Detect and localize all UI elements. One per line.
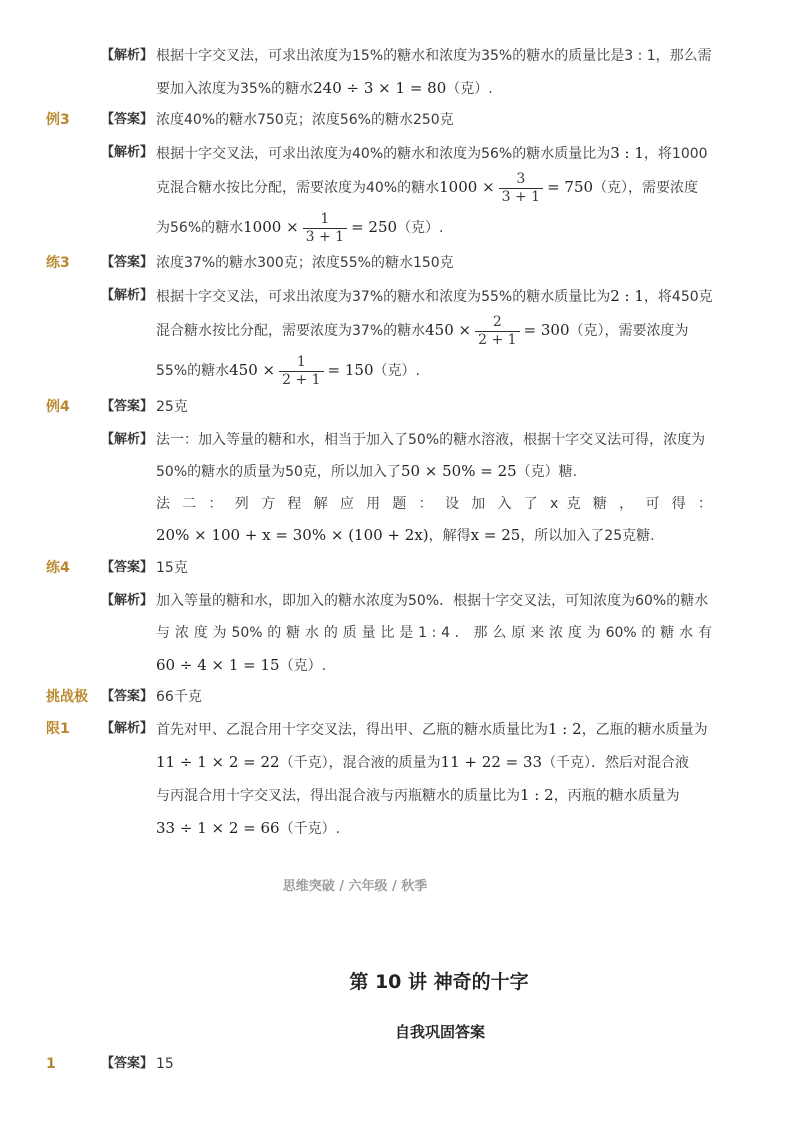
analysis-text: 50%的糖水的质量为50克，所以加入了50 × 50% = 25（克）糖.: [156, 462, 578, 480]
answer-text: 15克: [156, 560, 188, 576]
analysis-text: 根据十字交叉法，可求出浓度为37%的糖水和浓度为55%的糖水质量比为2 : 1，将450克: [156, 287, 713, 305]
analysis-tag: 【解析】: [101, 593, 154, 608]
analysis-text: 根据十字交叉法，可求出浓度为40%的糖水和浓度为56%的糖水质量比为3 : 1，将1000: [156, 144, 708, 162]
answer-tag: 【答案】: [101, 399, 154, 414]
answer-tag: 【答案】: [101, 112, 154, 127]
analysis-text: 11 ÷ 1 × 2 = 22（千克），混合液的质量为11 + 22 = 33（千克）．然后对混合液: [156, 753, 690, 771]
answer-tag: 【答案】: [101, 689, 154, 704]
analysis-text: 与 浓 度 为 50% 的 糖 水 的 质 量 比 是 1 : 4 ． 那 么 原 来 浓 度 为 60% 的 糖 水 有: [156, 625, 712, 641]
answer-text: 25克: [156, 399, 188, 415]
answer-tag: 【答案】: [101, 255, 154, 270]
example-label: 例3: [46, 112, 70, 128]
analysis-text: 法一：加入等量的糖和水，相当于加入了50%的糖水溶液，根据十字交叉法可得，浓度为: [156, 432, 706, 448]
answer-tag: 【答案】: [101, 1056, 154, 1071]
answer-text: 66千克: [156, 689, 202, 705]
fraction: $\frac{2}{2 + 1}$: [475, 314, 519, 349]
challenge-label: 挑战极: [46, 689, 88, 705]
analysis-tag: 【解析】: [101, 48, 154, 63]
lecture-title: 第 10 讲 神奇的十字: [349, 971, 529, 993]
analysis-tag: 【解析】: [101, 145, 154, 160]
analysis-text: 要加入浓度为35%的糖水240 ÷ 3 × 1 = 80（克）.: [156, 79, 493, 97]
analysis-text: 克混合糖水按比分配，需要浓度为40%的糖水1000 × $\frac{3}{3 + 1}$ = 750（克），需要浓度: [156, 170, 699, 205]
section-title: 自我巩固答案: [394, 1023, 485, 1041]
fraction: $\frac{1}{2 + 1}$: [279, 354, 323, 389]
analysis-text: 33 ÷ 1 × 2 = 66（千克）.: [156, 819, 341, 837]
answer-text: 15: [156, 1056, 174, 1072]
practice-label: 练4: [46, 560, 70, 576]
answer-tag: 【答案】: [101, 560, 154, 575]
analysis-text: 法 二 ： 列 方 程 解 应 用 题 ： 设 加 入 了 x 克 糖 ， 可 得 ：: [156, 496, 712, 512]
question-number: 1: [46, 1056, 56, 1072]
analysis-text: 为56%的糖水1000 × $\frac{1}{3 + 1}$ = 250（克）.: [156, 210, 444, 245]
analysis-tag: 【解析】: [101, 721, 154, 736]
analysis-tag: 【解析】: [101, 288, 154, 303]
analysis-tag: 【解析】: [101, 432, 154, 447]
analysis-text: 55%的糖水450 × $\frac{1}{2 + 1}$ = 150（克）.: [156, 353, 420, 388]
challenge-label-2: 限1: [46, 721, 70, 737]
analysis-text: 根据十字交叉法，可求出浓度为15%的糖水和浓度为35%的糖水的质量比是3 : 1，那么需: [156, 48, 712, 64]
analysis-text: 60 ÷ 4 × 1 = 15（克）.: [156, 656, 327, 674]
fraction: $\frac{3}{3 + 1}$: [499, 171, 543, 206]
answer-text: 浓度37%的糖水300克；浓度55%的糖水150克: [156, 255, 454, 271]
analysis-text: 20% × 100 + x = 30% × (100 + 2x)，解得x = 25，所以加入了25克糖.: [156, 526, 655, 544]
page-footer: 思维突破 / 六年级 / 秋季: [282, 879, 428, 894]
fraction: $\frac{1}{3 + 1}$: [303, 211, 347, 246]
analysis-text: 与丙混合用十字交叉法，得出混合液与丙瓶糖水的质量比为1 : 2，丙瓶的糖水质量为: [156, 786, 680, 804]
analysis-text: 首先对甲、乙混合用十字交叉法，得出甲、乙瓶的糖水质量比为1 : 2，乙瓶的糖水质量为: [156, 720, 708, 738]
answer-text: 浓度40%的糖水750克；浓度56%的糖水250克: [156, 112, 454, 128]
analysis-text: 混合糖水按比分配，需要浓度为37%的糖水450 × $\frac{2}{2 + 1}$ = 300（克），需要浓度为: [156, 313, 689, 348]
practice-label: 练3: [46, 255, 70, 271]
example-label: 例4: [46, 399, 70, 415]
analysis-text: 加入等量的糖和水，即加入的糖水浓度为50%．根据十字交叉法，可知浓度为60%的糖水: [156, 593, 709, 609]
